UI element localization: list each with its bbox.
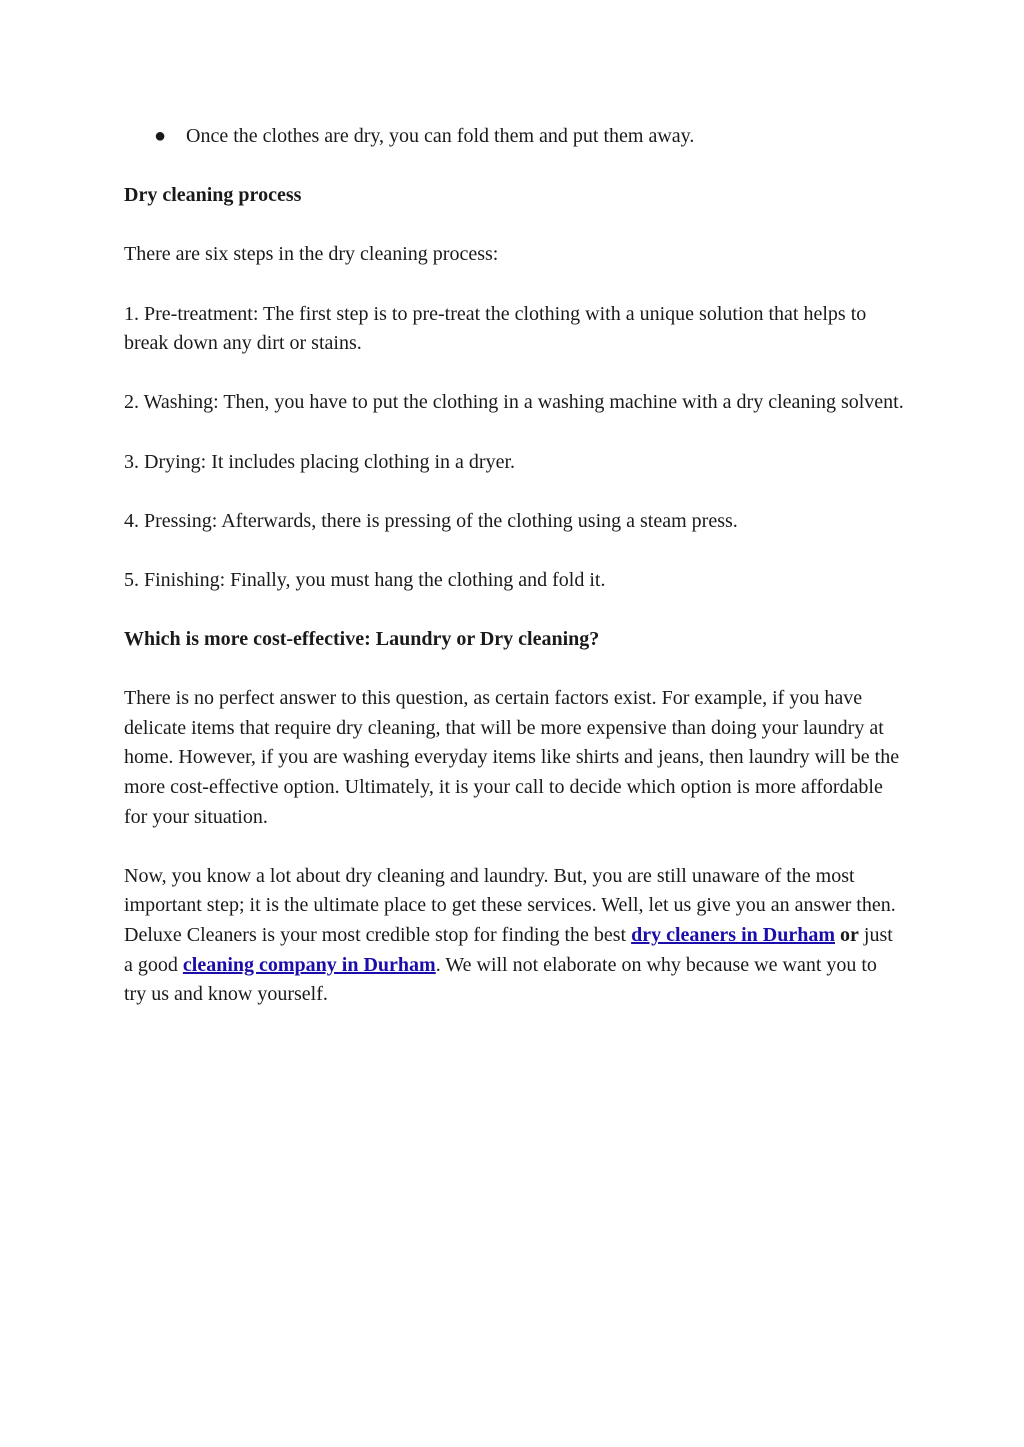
step-finishing: 5. Finishing: Finally, you must hang the clothing and fold it.	[124, 568, 606, 591]
step-washing: 2. Washing: Then, you have to put the clothing in a washing machine with a dry cleaning solvent.	[124, 391, 904, 414]
bullet-item	[154, 122, 904, 152]
bullet-text: Once the clothes are dry, you can fold them and put them away.	[186, 125, 695, 147]
section-intro: There are six steps in the dry cleaning process:	[124, 243, 499, 266]
closing-paragraph	[124, 862, 904, 1010]
document-page	[124, 122, 904, 1039]
step-pre-treatment: 1. Pre-treatment: The first step is to pre-treat the clothing with a unique solution that helps to break down any dirt or stains.	[124, 302, 867, 355]
closing-text-2: just a good	[124, 924, 893, 976]
step-pressing: 4. Pressing: Afterwards, there is pressing of the clothing using a steam press.	[124, 509, 738, 532]
cost-paragraph: There is no perfect answer to this question, as certain factors exist. For example, if you have delicate items that require dry cleaning, that will be more expensive than doing your laundry at home. However, if you are washing everyday items like shirts and jeans, then laundry will be the more cost-effective option. Ultimately, it is your call to decide which option is more affordable for your situation.	[124, 687, 900, 828]
closing-text-1: Now, you know a lot about dry cleaning and laundry. But, you are still unaware of the most important step; it is the ultimate place to get these services. Well, let us give you an answer then. Deluxe Cleaners is your most credible stop for finding the best	[124, 864, 896, 947]
closing-connector: or	[840, 924, 859, 947]
closing-text-3: . We will not elaborate on why because we want you to try us and know yourself.	[124, 953, 877, 1006]
section-heading-cost-effective: Which is more cost-effective: Laundry or Dry cleaning?	[124, 628, 600, 651]
dry-cleaners-durham-link[interactable]: dry cleaners in Durham	[631, 924, 835, 947]
section-heading-dry-cleaning: Dry cleaning process	[124, 184, 302, 207]
step-drying: 3. Drying: It includes placing clothing in a dryer.	[124, 450, 516, 473]
bullet-dot-icon: ●	[154, 125, 167, 147]
cleaning-company-durham-link[interactable]: cleaning company in Durham	[182, 953, 436, 976]
